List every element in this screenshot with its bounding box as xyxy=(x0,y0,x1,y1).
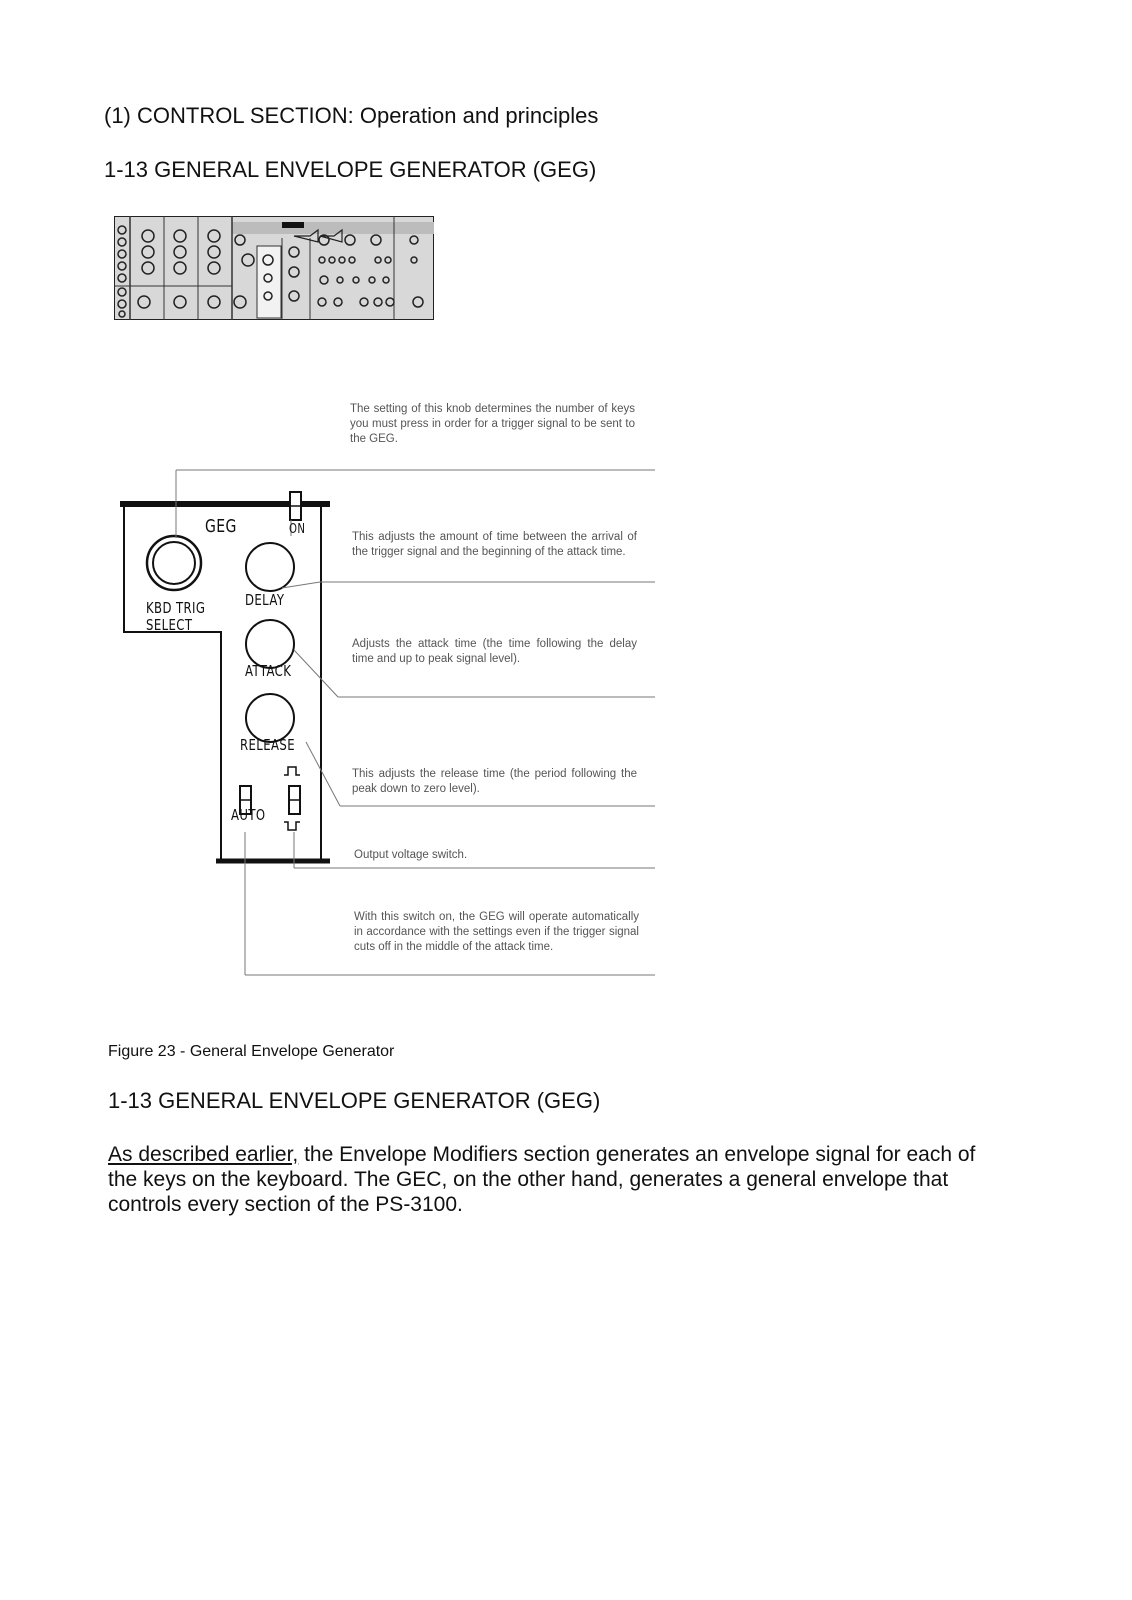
body-paragraph xyxy=(108,1142,1008,1217)
select-label: SELECT xyxy=(146,616,193,634)
on-label: ON xyxy=(289,522,306,537)
body-text: the Envelope Modifiers section generates an envelope signal for each of the keys on the keyboard. The GEC, on the other hand, generates a general envelope that controls every section of the PS-3100. xyxy=(108,1143,976,1216)
section-heading: 1-13 GENERAL ENVELOPE GENERATOR (GEG) xyxy=(108,1088,601,1113)
annotation-output-switch: Output voltage switch. xyxy=(354,849,468,861)
section-title: 1-13 GENERAL ENVELOPE GENERATOR (GEG) xyxy=(104,157,597,182)
annotation-attack: Adjusts the attack time (the time following the delay time and up to peak signal level). xyxy=(352,638,637,665)
annotation-auto-switch: With this switch on, the GEG will operate automatically in accordance with the settings even if the trigger signal cuts off in the middle of the attack time. xyxy=(354,911,639,953)
release-label: RELEASE xyxy=(240,736,295,754)
page-title: (1) CONTROL SECTION: Operation and principles xyxy=(104,103,599,128)
delay-label: DELAY xyxy=(245,591,285,609)
auto-label: AUTO xyxy=(231,806,266,824)
annotation-delay: This adjusts the amount of time between the arrival of the trigger signal and the beginning of the attack time. xyxy=(352,531,637,558)
annotation-kbd-trig: The setting of this knob determines the number of keys you must press in order for a trigger signal to be sent to the GEG. xyxy=(350,403,635,445)
figure-caption: Figure 23 - General Envelope Generator xyxy=(108,1043,395,1060)
described-earlier-link[interactable]: As described earlier, xyxy=(108,1143,299,1166)
annotation-release: This adjusts the release time (the period following the peak down to zero level). xyxy=(352,768,637,795)
attack-label: ATTACK xyxy=(245,662,292,680)
geg-panel-title: GEG xyxy=(205,516,237,537)
kbd-trig-label: KBD TRIG xyxy=(146,599,206,617)
